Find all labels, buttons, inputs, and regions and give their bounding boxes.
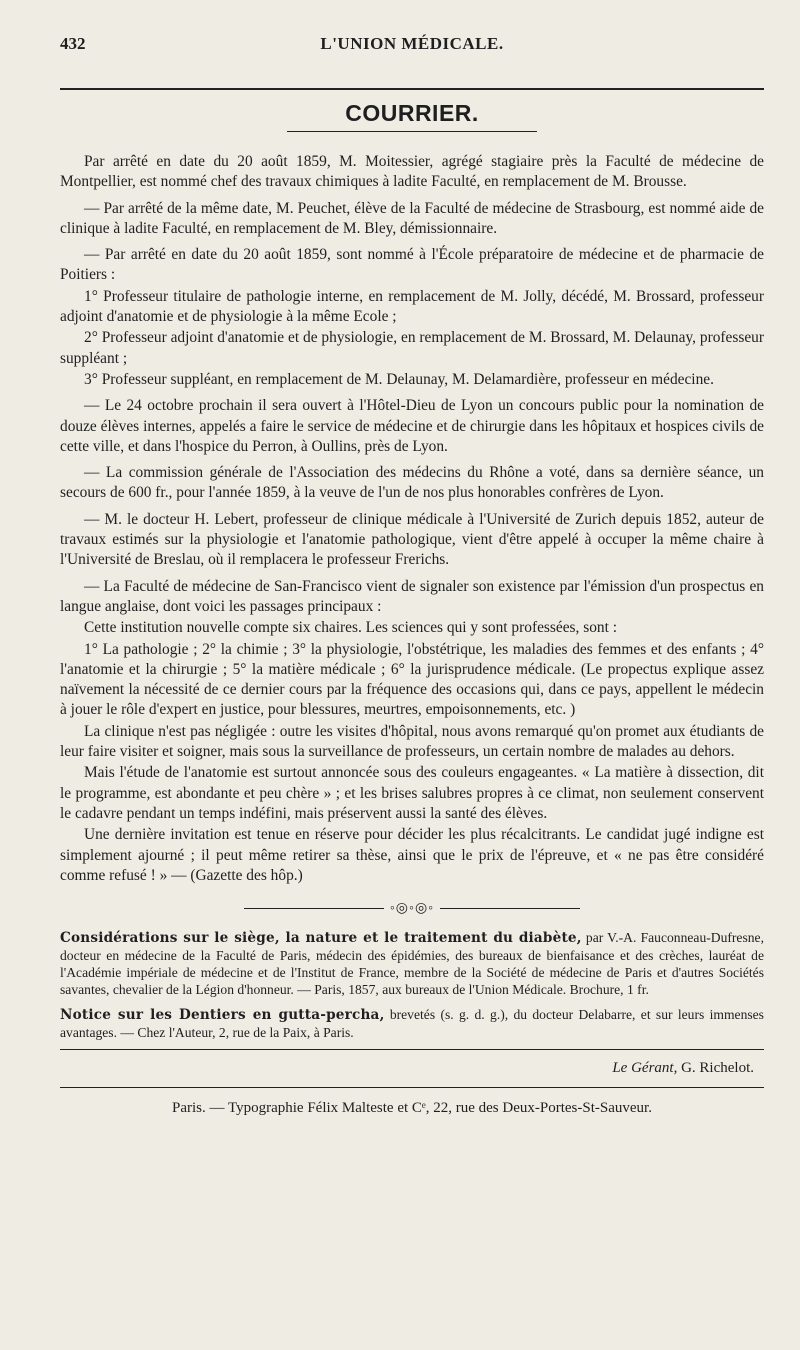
paragraph: — M. le docteur H. Lebert, professeur de clinique médicale à l'Université de Zurich depuis 1852, auteur de travaux estimés sur la physiologie et l'anatomie pathologique, vient d'être appelé à occuper la même chaire à l'Université de Breslau, où il remplacera le professeur Frerichs. — [60, 510, 764, 569]
ornament-divider — [60, 900, 764, 917]
paragraph: Par arrêté en date du 20 août 1859, M. Moitessier, agrégé stagiaire près la Faculté de médecine de Montpellier, est nommé chef des travaux chimiques à ladite Faculté, en remplacement de M. Brousse. — [60, 153, 764, 191]
paragraph: Une dernière invitation est tenue en réserve pour décider les plus récalcitrants. Le candidat jugé indigne est simplement ajourné ; il peut même retirer sa thèse, ainsi que le prix de l'épreuve, et « ne pas être considéré comme refusé ! » — (Gazette des hôp.) — [60, 826, 764, 884]
paragraph: — Le 24 octobre prochain il sera ouvert à l'Hôtel-Dieu de Lyon un concours public pour la nomination de douze élèves internes, appelés a faire le service de médecine et de chirurgie dans les hôpitaux et hospices civils de cette ville, et dans l'hospice du Perron, à Oullins, près de Lyon. — [60, 397, 764, 455]
paragraph: — La commission générale de l'Association des médecins du Rhône a voté, dans sa dernière séance, un secours de 600 fr., pour l'année 1859, à la veuve de l'un de nos plus honorables confrères de Lyon. — [60, 464, 764, 502]
bottom-rule — [60, 1087, 764, 1088]
paragraph: 1° La pathologie ; 2° la chimie ; 3° la physiologie, l'obstétrique, les maladies des femmes et des enfants ; 4° l'anatomie et la chirurgie ; 5° la matière médicale ; 6° la jurisprudence médicale. (Le propectus explique assez naïvement la nécessité de ce dernier cours par la fréquence des occasions qui, dans ce pays, appellent le médecin à jouer le rôle d'expert en justice, pour blessures, meurtres, empoisonnements, etc. ) — [60, 640, 764, 719]
paragraph: Cette institution nouvelle compte six chaires. Les sciences qui y sont professées, sont : — [84, 619, 618, 637]
paragraph: 3° Professeur suppléant, en remplacement de M. Delaunay, M. Delamardière, professeur en médecine. — [84, 370, 714, 388]
notice-diabete — [60, 929, 764, 998]
article-body — [60, 152, 764, 886]
ornament-line — [244, 908, 384, 909]
paragraph: Mais l'étude de l'anatomie est surtout annoncée sous des couleurs engageantes. « La matière à dissection, dit le programme, est abondante et peu chère » ; et les brises salubres propres à ce climat, non seulement conservent le cadavre pendant un temps indéfini, mais préservent aussi la santé des élèves. — [60, 764, 764, 822]
ornament-line — [440, 908, 580, 909]
footer-rule — [60, 1049, 764, 1050]
paragraph: 2° Professeur adjoint d'anatomie et de physiologie, en remplacement de M. Brossard, M. Delaunay, professeur suppléant ; — [60, 329, 764, 367]
header-rule — [60, 88, 764, 90]
notice-dentiers — [60, 1006, 764, 1041]
paragraph: — Par arrêté en date du 20 août 1859, sont nommé à l'École préparatoire de médecine et de pharmacie de Poitiers : — [60, 246, 764, 284]
page-number: 432 — [60, 34, 86, 53]
notice-lead: Considérations sur le siège, la nature et le traitement du diabète, — [60, 930, 582, 947]
gerant-signature — [60, 1060, 754, 1077]
page-header — [60, 26, 764, 60]
running-title: L'UNION MÉDICALE. — [320, 34, 504, 53]
printer-imprint: Paris. — Typographie Félix Malteste et Cᵉ, 22, rue des Deux-Portes-St-Sauveur. — [172, 1100, 652, 1117]
notice-body: brevetés (s. g. d. g.), du docteur Delabarre, et sur leurs immenses avantages. — Chez l'Auteur, 2, rue de la Paix, à Paris. — [60, 1007, 764, 1041]
title-rule — [287, 131, 537, 132]
gerant-label: Le Gérant, — [612, 1060, 678, 1077]
ornament-glyph: ◦◎◦◎◦ — [389, 901, 435, 917]
gerant-name: G. Richelot. — [677, 1060, 754, 1077]
paragraph: — Par arrêté de la même date, M. Peuchet, élève de la Faculté de médecine de Strasbourg, est nommé aide de clinique à ladite Faculté, en remplacement de M. Bley, démissionnaire. — [60, 199, 764, 237]
paragraph: — La Faculté de médecine de San-Francisco vient de signaler son existence par l'émission d'un prospectus en langue anglaise, dont voici les passages principaux : — [60, 577, 764, 615]
section-title: COURRIER. — [345, 100, 479, 126]
notice-lead: Notice sur les Dentiers en gutta-percha, — [60, 1007, 385, 1024]
paragraph: 1° Professeur titulaire de pathologie interne, en remplacement de M. Jolly, décédé, M. Brossard, professeur adjoint d'anatomie et de physiologie à la même Ecole ; — [60, 287, 764, 326]
paragraph: La clinique n'est pas négligée : outre les visites d'hôpital, nous avons remarqué qu'on promet aux étudiants de leur faire visiter et soigner, mais sous la surveillance de professeurs, un certain nombre de malades au dehors. — [60, 722, 764, 761]
notice-body: par V.-A. Fauconneau-Dufresne, docteur en médecine de la Faculté de Paris, médecin des épidémies, des bureaux de bienfaisance et des crèches, lauréat de l'Académie impériale de médecine et de l'Institut de France, membre de la Société de médecine de Paris et d'autres Sociétés savantes, chevalier de la Légion d'honneur. — Paris, 1857, aux bureaux de l'Union Médicale. Brochure, 1 fr. — [60, 930, 764, 998]
